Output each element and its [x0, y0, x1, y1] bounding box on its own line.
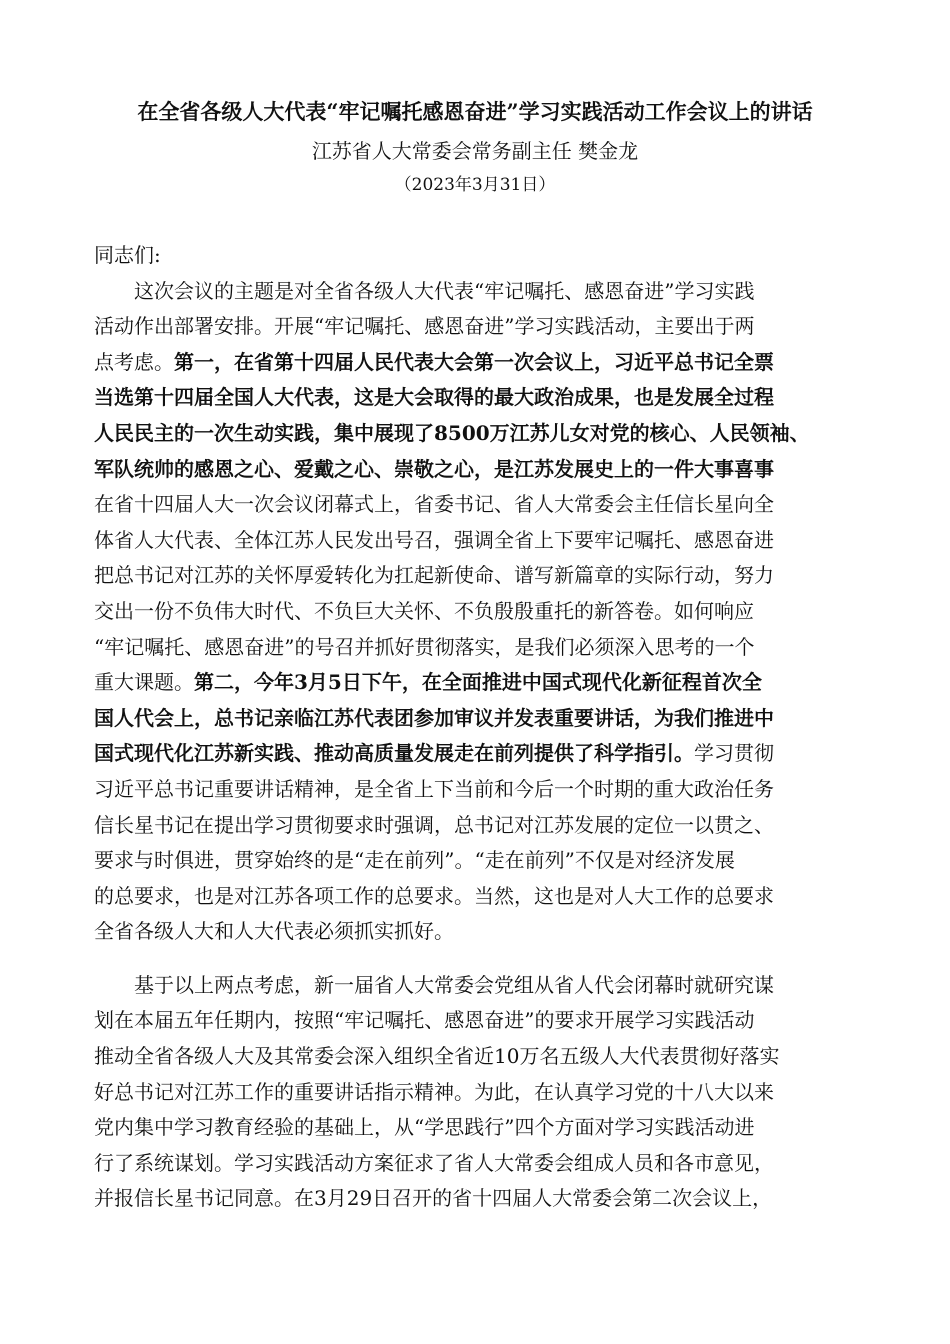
- text-line: 行了系统谋划。学习实践活动方案征求了省人大常委会组成人员和各市意见，: [94, 1150, 774, 1175]
- text-line: 划在本届五年任期内，按照“牢记嘱托、感恩奋进”的要求开展学习实践活动: [94, 1008, 755, 1033]
- text-line: 在省十四届人大一次会议闭幕式上，省委书记、省人大常委会主任信长星向全: [94, 492, 774, 517]
- text-line: 这次会议的主题是对全省各级人大代表“牢记嘱托、感恩奋进”学习实践: [134, 278, 755, 303]
- bold-text-line: 军队统帅的感恩之心、爱戴之心、崇敬之心，是江苏发展史上的一件大事喜事: [94, 456, 774, 481]
- text-line: 要求与时俱进，贯穿始终的是“走在前列”。“走在前列”不仅是对经济发展: [94, 848, 735, 873]
- bold-text-segment: 国式现代化江苏新实践、推动高质量发展走在前列提供了科学指引。: [94, 741, 694, 766]
- text-line: 全省各级人大和人大代表必须抓实抓好。: [94, 919, 454, 944]
- text-line: 把总书记对江苏的关怀厚爱转化为扛起新使命、谱写新篇章的实际行动，努力: [94, 563, 774, 588]
- text-segment: 学习贯彻: [694, 741, 774, 766]
- document-title: 在全省各级人大代表“牢记嘱托感恩奋进”学习实践活动工作会议上的讲话: [137, 99, 813, 124]
- bold-text-segment: 第一，在省第十四届人民代表大会第一次会议上，习近平总书记全票: [174, 349, 774, 374]
- bold-text-line: 当选第十四届全国人大代表，这是大会取得的最大政治成果，也是发展全过程: [94, 385, 774, 410]
- text-line: 并报信长星书记同意。在3月29日召开的省十四届人大常委会第二次会议上，: [94, 1186, 773, 1211]
- text-line: 的总要求，也是对江苏各项工作的总要求。当然，这也是对人大工作的总要求: [94, 883, 774, 908]
- text-line: [94, 736, 864, 772]
- bold-text-line: 国人代会上，总书记亲临江苏代表团参加审议并发表重要讲话，为我们推进中: [94, 705, 774, 730]
- paragraph-1: [94, 274, 864, 950]
- text-line: 体省人大代表、全体江苏人民发出号召，强调全省上下要牢记嘱托、感恩奋进: [94, 527, 774, 552]
- text-line: [94, 345, 864, 381]
- salutation: 同志们:: [94, 243, 161, 267]
- text-line: 好总书记对江苏工作的重要讲话指示精神。为此，在认真学习党的十八大以来: [94, 1079, 774, 1104]
- paragraph-gap: [94, 950, 864, 968]
- document-body: [94, 238, 864, 1217]
- text-line: 基于以上两点考虑，新一届省人大常委会党组从省人代会闭幕时就研究谋: [134, 972, 774, 997]
- text-line: 交出一份不负伟大时代、不负巨大关怀、不负殷殷重托的新答卷。如何响应: [94, 598, 754, 623]
- text-segment: 重大课题。: [94, 670, 194, 695]
- text-line: 党内集中学习教育经验的基础上，从“学思践行”四个方面对学习实践活动进: [94, 1115, 755, 1140]
- document-date: （2023年3月31日）: [394, 175, 556, 195]
- bold-text-line: 人民民主的一次生动实践，集中展现了8500万江苏儿女对党的核心、人民领袖、: [94, 420, 810, 445]
- text-line: 信长星书记在提出学习贯彻要求时强调，总书记对江苏发展的定位一以贯之、: [94, 812, 774, 837]
- text-line: 习近平总书记重要讲话精神，是全省上下当前和今后一个时期的重大政治任务: [94, 776, 774, 801]
- text-line: 推动全省各级人大及其常委会深入组织全省近10万名五级人大代表贯彻好落实: [94, 1044, 780, 1069]
- document-author: 江苏省人大常委会常务副主任 樊金龙: [311, 139, 639, 163]
- bold-text-segment: 第二，今年3月5日下午，在全面推进中国式现代化新征程首次全: [194, 670, 762, 695]
- text-line: 活动作出部署安排。开展“牢记嘱托、感恩奋进”学习实践活动，主要出于两: [94, 314, 755, 339]
- paragraph-2: [94, 968, 864, 1217]
- text-line: “牢记嘱托、感恩奋进”的号召并抓好贯彻落实，是我们必须深入思考的一个: [94, 634, 755, 659]
- text-line: [94, 665, 864, 701]
- text-segment: 点考虑。: [94, 349, 174, 374]
